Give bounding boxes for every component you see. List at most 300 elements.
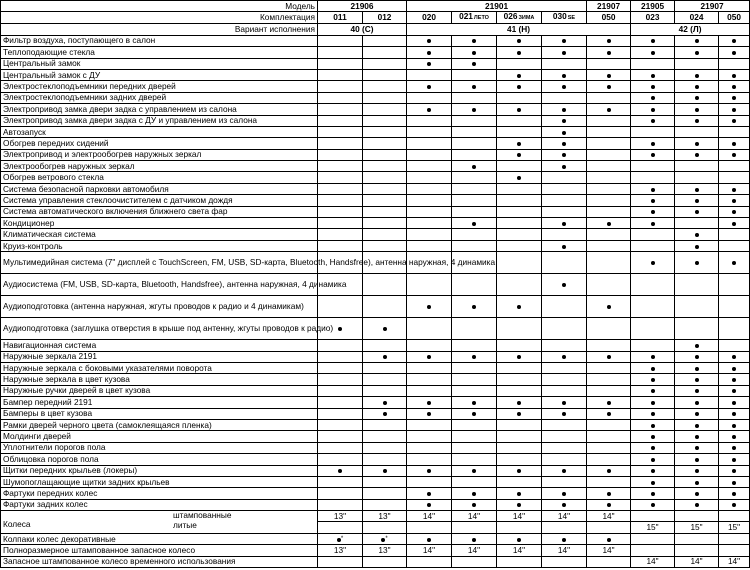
feature-dot [732, 188, 736, 192]
feature-cell [719, 442, 750, 453]
feature-dot [517, 469, 521, 473]
kompl-label: Комплектация [1, 12, 318, 24]
feature-row [1, 362, 750, 373]
feature-cell: 14" [719, 556, 750, 567]
feature-cell [318, 92, 363, 103]
feature-dot [427, 355, 431, 359]
feature-row [1, 465, 750, 476]
feature-dot [517, 355, 521, 359]
feature-cell [452, 149, 497, 160]
feature-cell [542, 138, 587, 149]
feature-cell [719, 454, 750, 465]
feature-cell [719, 465, 750, 476]
feature-cell [497, 318, 542, 340]
feature-cell [363, 161, 407, 172]
wheel-alloy-cell: 15" [719, 522, 750, 533]
feature-cell [363, 533, 407, 544]
feature-name: Центральный замок с ДУ [1, 69, 318, 80]
feature-cell [675, 431, 719, 442]
feature-dot [517, 538, 521, 542]
feature-cell [452, 351, 497, 362]
feature-cell: 14" [407, 545, 452, 556]
feature-cell [407, 126, 452, 137]
feature-cell [719, 195, 750, 206]
feature-cell [587, 229, 631, 240]
feature-cell [407, 397, 452, 408]
feature-cell [719, 340, 750, 351]
feature-cell [631, 318, 675, 340]
feature-row [1, 195, 750, 206]
variant-label: Вариант исполнения [1, 24, 318, 35]
feature-cell [363, 35, 407, 46]
feature-dot [695, 367, 699, 371]
feature-name: Уплотнители порогов пола [1, 442, 318, 453]
feature-row [1, 35, 750, 46]
kompl-cell [407, 12, 452, 24]
feature-cell [363, 465, 407, 476]
feature-cell [631, 149, 675, 160]
feature-cell [542, 195, 587, 206]
feature-row [1, 419, 750, 430]
feature-cell [675, 465, 719, 476]
feature-row [1, 274, 750, 296]
feature-cell [318, 161, 363, 172]
feature-cell [363, 206, 407, 217]
feature-dot [472, 492, 476, 496]
feature-cell [719, 161, 750, 172]
feature-cell [497, 126, 542, 137]
feature-name: Наружные ручки дверей в цвет кузова [1, 385, 318, 396]
feature-dot [651, 142, 655, 146]
feature-row [1, 454, 750, 465]
feature-cell [407, 499, 452, 510]
feature-dot [562, 412, 566, 416]
feature-dot [695, 389, 699, 393]
feature-cell [675, 454, 719, 465]
feature-cell [675, 351, 719, 362]
feature-dot [472, 503, 476, 507]
feature-cell [497, 149, 542, 160]
feature-dot [517, 85, 521, 89]
kompl-suffix: SE [567, 15, 576, 22]
feature-cell [542, 408, 587, 419]
feature-dot [517, 142, 521, 146]
feature-name: Щитки передних крыльев (локеры) [1, 465, 318, 476]
feature-cell [497, 499, 542, 510]
feature-cell [407, 274, 452, 296]
feature-cell [363, 318, 407, 340]
feature-cell [452, 454, 497, 465]
feature-cell [452, 138, 497, 149]
feature-dot [651, 503, 655, 507]
feature-dot [383, 412, 387, 416]
feature-cell [497, 431, 542, 442]
feature-cell [318, 296, 363, 318]
kompl-suffix: ЗИМА [518, 15, 535, 22]
kompl-suffix: ЛЕТО [473, 15, 489, 22]
feature-cell [497, 35, 542, 46]
feature-dot [383, 469, 387, 473]
feature-cell: 13" [318, 545, 363, 556]
feature-cell [719, 385, 750, 396]
feature-dot [651, 108, 655, 112]
feature-cell [587, 408, 631, 419]
feature-dot [651, 446, 655, 450]
feature-cell [318, 206, 363, 217]
feature-dot [651, 74, 655, 78]
feature-cell [318, 195, 363, 206]
feature-cell [587, 206, 631, 217]
feature-cell [675, 442, 719, 453]
kompl-cell [587, 12, 631, 24]
feature-cell [497, 533, 542, 544]
feature-cell [497, 240, 542, 251]
feature-cell [675, 69, 719, 80]
feature-cell [318, 126, 363, 137]
feature-dot [732, 96, 736, 100]
feature-cell [497, 58, 542, 69]
feature-dot [651, 188, 655, 192]
feature-cell [407, 374, 452, 385]
feature-cell [363, 240, 407, 251]
feature-cell [631, 419, 675, 430]
feature-row [1, 296, 750, 318]
feature-cell [407, 385, 452, 396]
feature-dot [651, 119, 655, 123]
feature-name: Полноразмерное штампованное запасное колесо [1, 545, 318, 556]
feature-name: Электропривод замка двери задка с ДУ и управлением из салона [1, 115, 318, 126]
feature-cell [587, 397, 631, 408]
wheel-stamped-cell [675, 511, 719, 522]
wheel-stamped-cell [719, 511, 750, 522]
feature-cell [631, 274, 675, 296]
feature-cell [719, 533, 750, 544]
feature-name: Автозапуск [1, 126, 318, 137]
wheel-stamped-cell: 14" [587, 511, 631, 522]
feature-cell [363, 149, 407, 160]
feature-cell [587, 172, 631, 183]
feature-cell [363, 408, 407, 419]
kompl-code: 020 [422, 12, 436, 23]
feature-cell [719, 419, 750, 430]
feature-cell [631, 81, 675, 92]
kompl-cell [675, 12, 719, 24]
feature-cell [497, 172, 542, 183]
feature-row [1, 58, 750, 69]
feature-dot [651, 85, 655, 89]
feature-cell [318, 240, 363, 251]
feature-dot [562, 153, 566, 157]
feature-cell [497, 408, 542, 419]
feature-cell [542, 104, 587, 115]
feature-cell [675, 318, 719, 340]
feature-cell [719, 431, 750, 442]
feature-cell [318, 431, 363, 442]
feature-cell [407, 92, 452, 103]
feature-dot [695, 108, 699, 112]
feature-dot [562, 142, 566, 146]
feature-cell [497, 161, 542, 172]
feature-cell [407, 340, 452, 351]
feature-dot [562, 119, 566, 123]
variant-row [1, 24, 750, 35]
feature-cell [452, 35, 497, 46]
feature-dot [562, 39, 566, 43]
feature-cell [587, 218, 631, 229]
feature-dot [732, 412, 736, 416]
feature-cell [675, 92, 719, 103]
feature-dot [607, 538, 611, 542]
feature-dot [562, 355, 566, 359]
feature-cell [407, 431, 452, 442]
feature-cell [675, 385, 719, 396]
feature-cell [542, 81, 587, 92]
feature-cell [318, 362, 363, 373]
feature-cell [363, 218, 407, 229]
feature-dot [695, 261, 699, 265]
feature-dot [695, 355, 699, 359]
feature-cell [631, 397, 675, 408]
feature-dot [732, 261, 736, 265]
feature-cell [675, 115, 719, 126]
feature-row [1, 81, 750, 92]
feature-name: Круиз-контроль [1, 240, 318, 251]
feature-cell [497, 351, 542, 362]
feature-cell [452, 442, 497, 453]
feature-cell [542, 172, 587, 183]
feature-cell [452, 419, 497, 430]
wheel-stamped-cell: 13" [363, 511, 407, 522]
kompl-cell [631, 12, 675, 24]
feature-cell [587, 476, 631, 487]
feature-dot [517, 74, 521, 78]
feature-name: Обогрев ветрового стекла [1, 172, 318, 183]
feature-dot [732, 389, 736, 393]
feature-dot [562, 51, 566, 55]
feature-cell [407, 240, 452, 251]
feature-cell [407, 408, 452, 419]
feature-cell [675, 218, 719, 229]
feature-cell [719, 183, 750, 194]
feature-dot [732, 119, 736, 123]
feature-cell [631, 172, 675, 183]
feature-cell [719, 92, 750, 103]
caps-row [1, 533, 750, 544]
feature-dot [338, 469, 342, 473]
feature-dot [732, 199, 736, 203]
feature-cell [675, 161, 719, 172]
feature-cell [542, 58, 587, 69]
feature-cell [407, 35, 452, 46]
feature-row [1, 431, 750, 442]
feature-dot [607, 412, 611, 416]
feature-cell [719, 115, 750, 126]
feature-cell [631, 92, 675, 103]
feature-cell [631, 362, 675, 373]
feature-cell [363, 195, 407, 206]
feature-row [1, 69, 750, 80]
feature-cell [407, 218, 452, 229]
feature-cell [542, 499, 587, 510]
feature-dot [517, 305, 521, 309]
feature-cell [719, 362, 750, 373]
feature-cell [675, 183, 719, 194]
feature-cell [452, 58, 497, 69]
model-21907: 21907 [587, 1, 631, 12]
feature-dot [695, 424, 699, 428]
feature-cell [587, 69, 631, 80]
feature-cell [363, 340, 407, 351]
feature-dot [651, 424, 655, 428]
feature-dot [695, 188, 699, 192]
feature-dot [651, 412, 655, 416]
feature-cell [318, 488, 363, 499]
feature-dot [732, 74, 736, 78]
feature-name: Теплоподающие стекла [1, 47, 318, 58]
feature-cell [631, 545, 675, 556]
feature-cell [631, 104, 675, 115]
feature-dot [607, 39, 611, 43]
feature-cell [407, 465, 452, 476]
feature-row [1, 476, 750, 487]
feature-dot [427, 305, 431, 309]
feature-cell [452, 374, 497, 385]
feature-row [1, 218, 750, 229]
feature-cell [542, 206, 587, 217]
feature-dot [732, 51, 736, 55]
variant-40: 40 (С) [318, 24, 407, 35]
feature-cell [542, 161, 587, 172]
feature-cell [719, 274, 750, 296]
feature-cell [452, 318, 497, 340]
feature-dot [562, 503, 566, 507]
wheel-alloy-cell [452, 522, 497, 533]
feature-dot [695, 412, 699, 416]
feature-cell [363, 274, 407, 296]
feature-dot [427, 85, 431, 89]
wheel-stamped-cell: 14" [452, 511, 497, 522]
feature-cell [542, 296, 587, 318]
feature-cell [719, 488, 750, 499]
feature-dot [651, 51, 655, 55]
feature-cell [542, 454, 587, 465]
wheels-alloy-label: литые [173, 520, 197, 531]
feature-cell [452, 195, 497, 206]
feature-cell [631, 465, 675, 476]
feature-cell [587, 556, 631, 567]
feature-cell [675, 274, 719, 296]
feature-cell [542, 229, 587, 240]
feature-cell [363, 476, 407, 487]
feature-cell [363, 229, 407, 240]
feature-cell [497, 454, 542, 465]
feature-cell [719, 545, 750, 556]
feature-cell [542, 183, 587, 194]
feature-cell [497, 104, 542, 115]
feature-dot [732, 222, 736, 226]
feature-dot [651, 435, 655, 439]
feature-cell [631, 476, 675, 487]
feature-cell [587, 419, 631, 430]
feature-cell [318, 229, 363, 240]
feature-dot [472, 51, 476, 55]
feature-cell [407, 533, 452, 544]
feature-cell [675, 476, 719, 487]
feature-cell [631, 454, 675, 465]
feature-cell [587, 92, 631, 103]
feature-cell [587, 126, 631, 137]
feature-cell [318, 419, 363, 430]
feature-cell [675, 240, 719, 251]
feature-dot [695, 344, 699, 348]
feature-dot [562, 469, 566, 473]
feature-dot [651, 378, 655, 382]
feature-cell [631, 442, 675, 453]
feature-cell [497, 442, 542, 453]
feature-cell [452, 183, 497, 194]
wheel-alloy-cell [497, 522, 542, 533]
feature-cell: 14" [631, 556, 675, 567]
feature-cell [631, 195, 675, 206]
feature-cell [407, 172, 452, 183]
feature-dot [427, 492, 431, 496]
feature-row [1, 161, 750, 172]
feature-cell [318, 69, 363, 80]
feature-cell [675, 104, 719, 115]
feature-cell [719, 172, 750, 183]
feature-cell [675, 195, 719, 206]
feature-cell [452, 161, 497, 172]
feature-dot [732, 458, 736, 462]
feature-cell [407, 442, 452, 453]
feature-cell [497, 183, 542, 194]
feature-name: Электрообогрев наружных зеркал [1, 161, 318, 172]
feature-cell [318, 35, 363, 46]
feature-cell [587, 240, 631, 251]
feature-cell [719, 149, 750, 160]
feature-dot [651, 401, 655, 405]
feature-dot [607, 469, 611, 473]
feature-name: Наружные зеркала в цвет кузова [1, 374, 318, 385]
feature-cell [452, 115, 497, 126]
feature-cell [675, 340, 719, 351]
feature-row [1, 206, 750, 217]
feature-name: Система безопасной парковки автомобиля [1, 183, 318, 194]
feature-cell [542, 69, 587, 80]
feature-cell [407, 454, 452, 465]
feature-cell [631, 533, 675, 544]
feature-dot [651, 469, 655, 473]
feature-dot [607, 85, 611, 89]
feature-cell [497, 374, 542, 385]
feature-name: Наружные зеркала 2191 [1, 351, 318, 362]
feature-dot [695, 481, 699, 485]
feature-cell [587, 35, 631, 46]
feature-cell [452, 218, 497, 229]
feature-cell [587, 454, 631, 465]
feature-cell [452, 104, 497, 115]
feature-dot [562, 131, 566, 135]
feature-cell [675, 362, 719, 373]
feature-cell [363, 556, 407, 567]
feature-cell [407, 419, 452, 430]
feature-dot [695, 74, 699, 78]
feature-cell [587, 195, 631, 206]
feature-cell [407, 161, 452, 172]
feature-cell [363, 115, 407, 126]
feature-dot [732, 355, 736, 359]
feature-row [1, 229, 750, 240]
